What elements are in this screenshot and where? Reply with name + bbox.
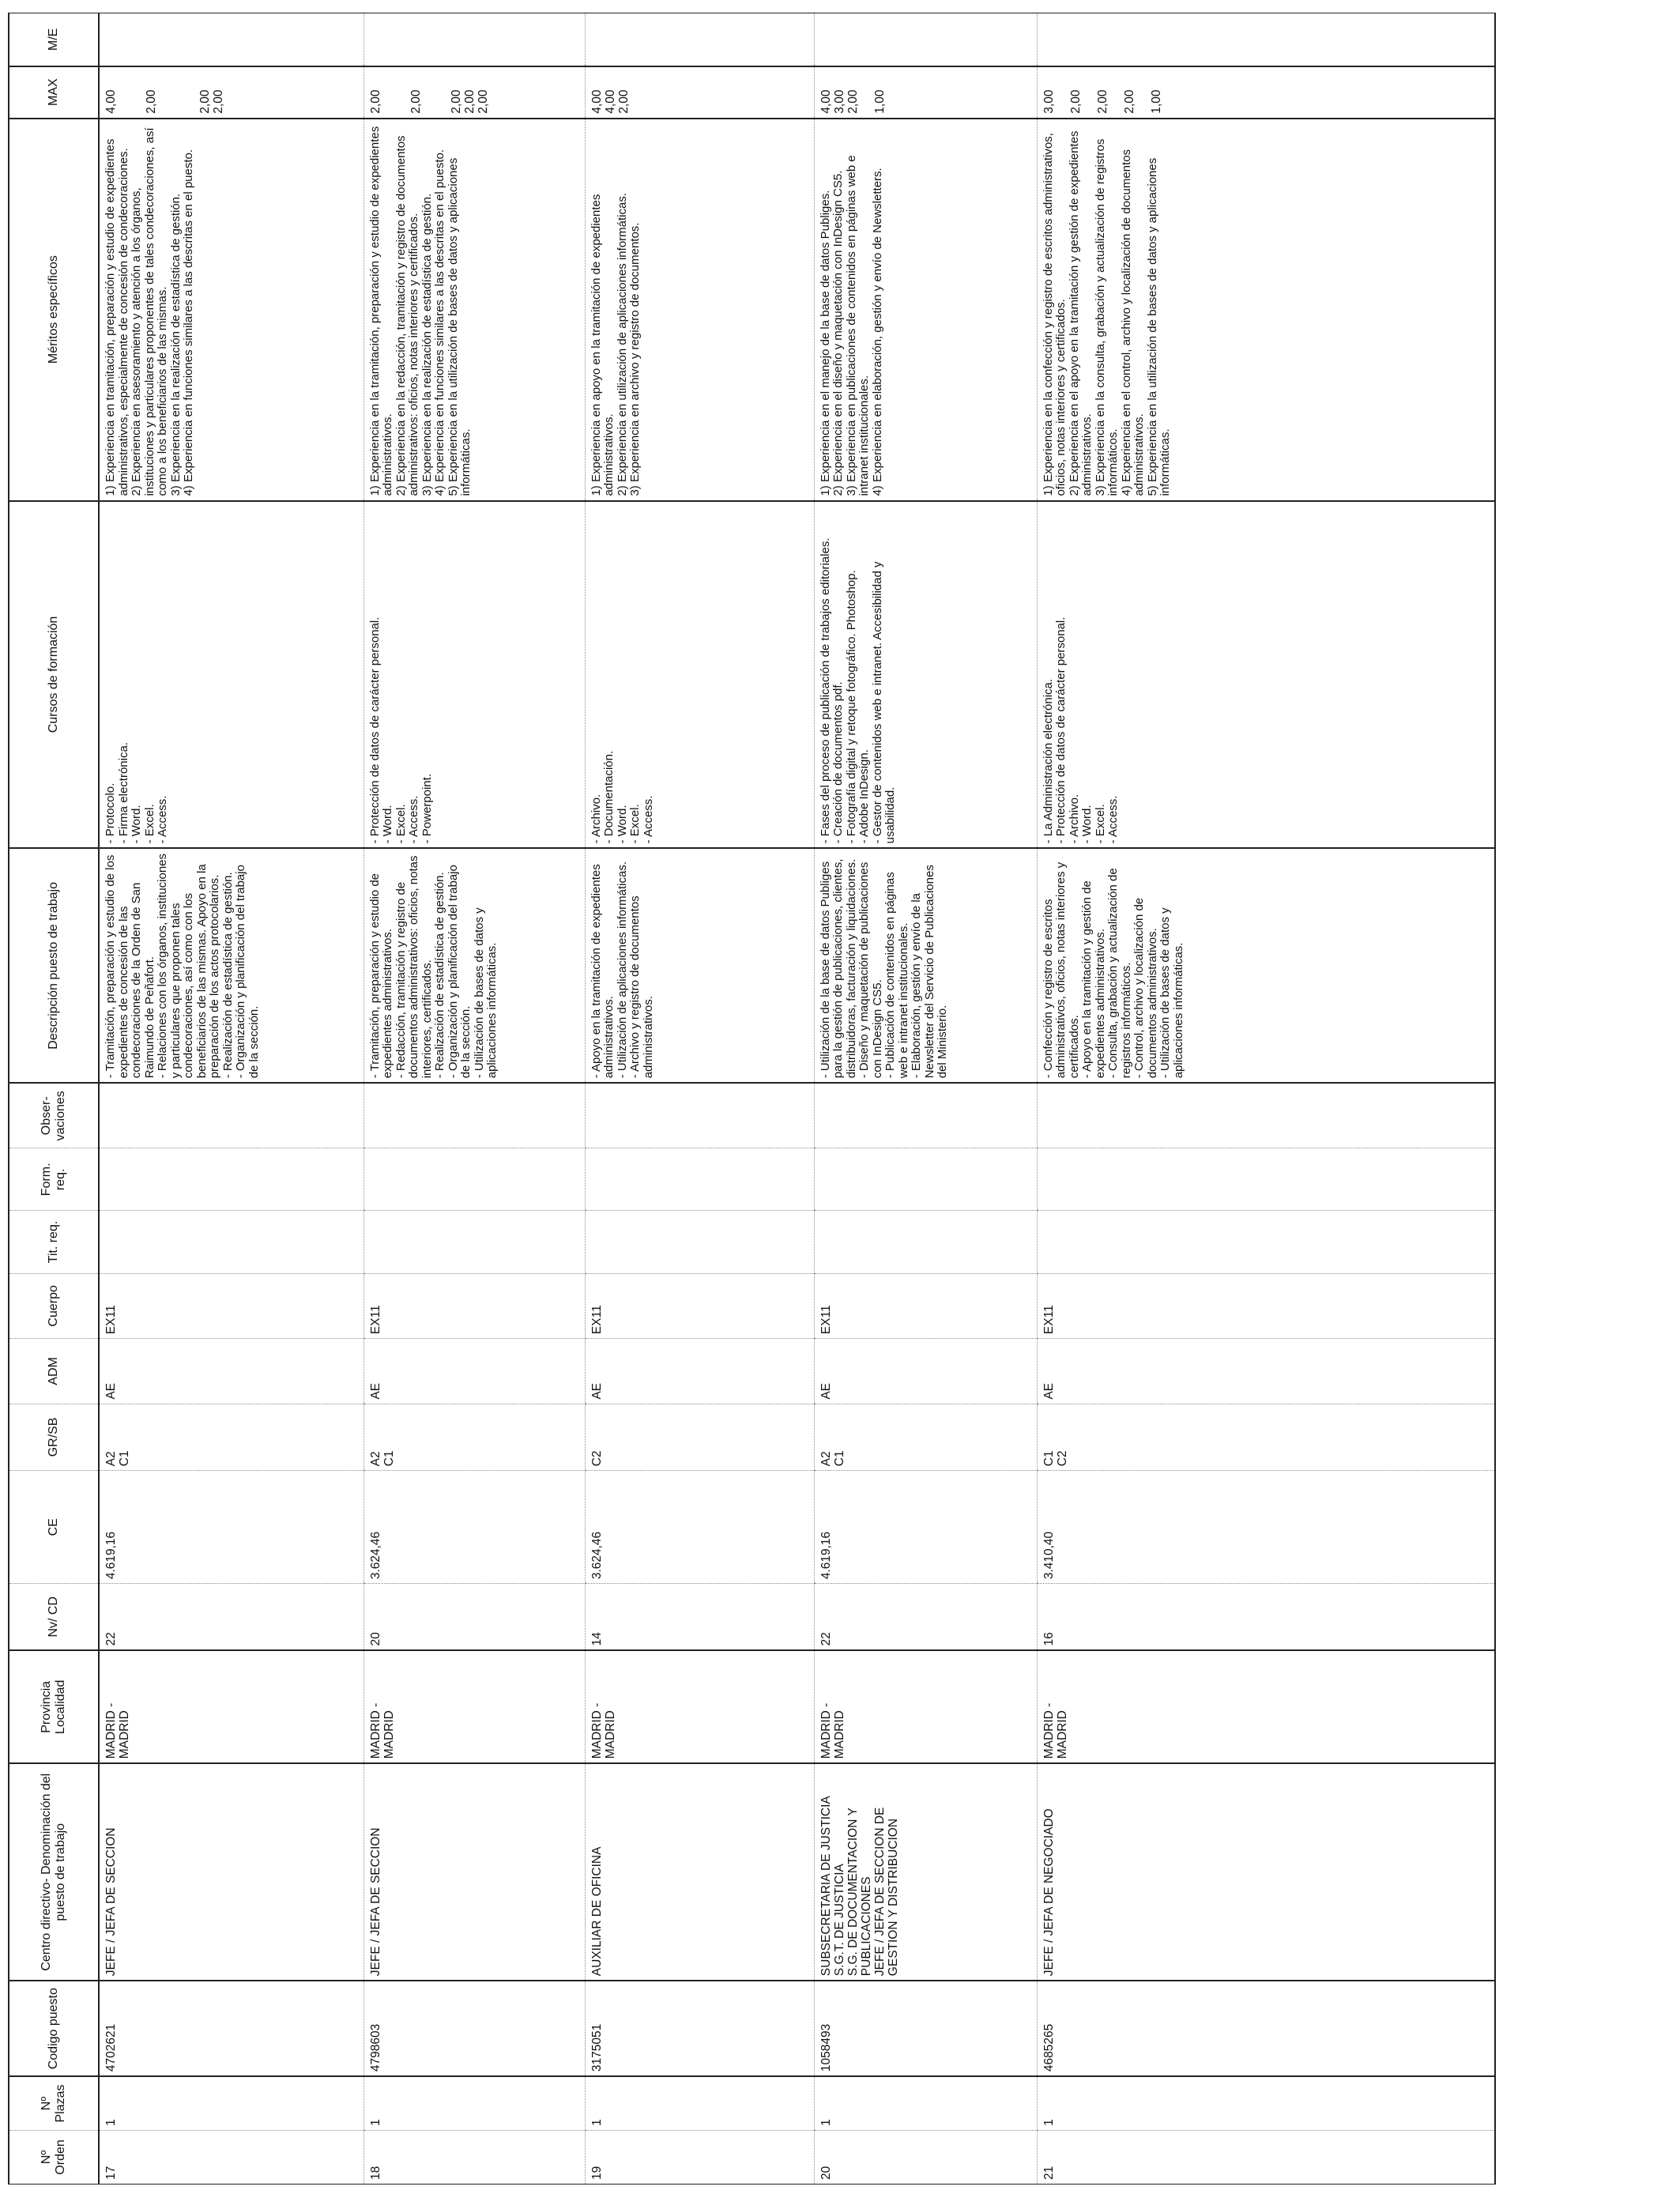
header-descripcion: Descripción puesto de trabajo (9, 848, 99, 1083)
cell-orden: 21 (1037, 2130, 1495, 2184)
job-positions-table (8, 13, 1496, 2185)
cell-adm: AE (1037, 1339, 1495, 1404)
cell-max: 3,00 2,00 2,00 2,00 1,00 (1037, 66, 1495, 119)
header-ce: CE (9, 1471, 99, 1584)
cell-titulacion (585, 1211, 814, 1273)
cell-meritos: 1) Experiencia en el manejo de la base de datos Publiges. 2) Experiencia en el diseño y maquetación con InDesign CS5. 3) Experiencia en publicaciones de contenidos en páginas web e intranet institucionales. 4) Experiencia en elaboración, gestión y envío de Newsletters. (814, 119, 1037, 501)
cell-cuerpo: EX11 (1037, 1273, 1495, 1338)
centro-sgt: S.G.T. DE JUSTICIA (832, 1864, 846, 1977)
cell-nivel: 16 (1037, 1584, 1495, 1651)
header-nivel: Nv/ CD (9, 1584, 99, 1651)
cell-codigo: 3175051 (585, 1981, 814, 2076)
cell-nivel: 14 (585, 1584, 814, 1651)
cell-cuerpo: EX11 (363, 1273, 585, 1338)
cell-grupo: A2 C1 (814, 1404, 1037, 1471)
cell-max: 4,00 4,00 2,00 (585, 66, 814, 119)
cell-cuerpo: EX11 (814, 1273, 1037, 1338)
header-cursos: Cursos de formación (9, 501, 99, 849)
cell-grupo: A2 C1 (99, 1404, 363, 1471)
cell-centro: JEFE / JEFA DE SECCION (99, 1763, 363, 1981)
cell-orden: 19 (585, 2130, 814, 2184)
cell-centro: JEFE / JEFA DE SECCION (363, 1763, 585, 1981)
cell-cursos: - Protocolo. - Firma electrónica. - Word. - Excel. - Access. (99, 501, 363, 849)
header-max: MAX (9, 66, 99, 119)
cell-descripcion: - Confección y registro de escritos administrativos, oficios, notas interiores y certificados. - Apoyo en la tramitación y gestión de expedientes administrativos. - Consulta, grabación y actualización de registros informáticos. - Control, archivo y localización de documentos administrativos. - Utilización de bases de datos y aplicaciones informáticas. (1037, 848, 1495, 1083)
cell-formacion (1037, 1148, 1495, 1211)
cell-descripcion: - Tramitación, preparación y estudio de expedientes administrativos. - Redacción, tramitación y registro de documentos administrativos: oficios, notas interiores, certificados. - Realización de estadística de gestión. - Organización y planificación del trabajo de la sección. - Utilización de bases de datos y aplicaciones informáticas. (363, 848, 585, 1083)
cell-descripcion: - Utilización de la base de datos Publiges para la gestión de publicaciones, clientes, distribuidoras, facturación y liquidaciones. - Diseño y maquetación de publicaciones con InDesign CS5. - Publicación de contenidos en páginas web e intranet institucionales. - Elaboración, gestión y envío de la Newsletter del Servicio de Publicaciones del Ministerio. (814, 848, 1037, 1083)
cell-meritos: 1) Experiencia en apoyo en la tramitación de expedientes administrativos. 2) Experiencia en utilización de aplicaciones informáticas. 3) Experiencia en archivo y registro de documentos. (585, 119, 814, 501)
cell-codigo: 4685265 (1037, 1981, 1495, 2076)
cell-adm: AE (585, 1339, 814, 1404)
cell-codigo: 4798603 (363, 1981, 585, 2076)
cell-centro (814, 1763, 1037, 1981)
cell-provincia: MADRID - MADRID (814, 1650, 1037, 1763)
cell-plazas: 1 (1037, 2076, 1495, 2130)
header-provincia: Provincia Localidad (9, 1650, 99, 1763)
cell-descripcion: - Apoyo en la tramitación de expedientes administrativos. - Utilización de aplicaciones informáticas. - Archivo y registro de documentos administrativos. (585, 848, 814, 1083)
cell-plazas: 1 (363, 2076, 585, 2130)
cell-cuerpo: EX11 (585, 1273, 814, 1338)
cell-ce: 4.619,16 (99, 1471, 363, 1584)
cell-titulacion (363, 1211, 585, 1273)
header-orden: Nº Orden (9, 2130, 99, 2184)
cell-titulacion (99, 1211, 363, 1273)
cell-plazas: 1 (814, 2076, 1037, 2130)
cell-cursos: - Fases del proceso de publicación de trabajos editoriales. - Creación de documentos pdf. - Fotografía digital y retoque fotográfico. Photoshop. - Adobe InDesign. - Gestor de contenidos web e intranet. Accesibilidad y usabilidad. (814, 501, 1037, 849)
cell-observaciones (585, 1083, 814, 1148)
cell-formacion (363, 1148, 585, 1211)
cell-adm: AE (99, 1339, 363, 1404)
header-adm: ADM (9, 1339, 99, 1404)
cell-nivel: 20 (363, 1584, 585, 1651)
table-row (1037, 13, 1495, 2185)
cell-titulacion (1037, 1211, 1495, 1273)
table-row (99, 13, 363, 2185)
cell-adm: AE (814, 1339, 1037, 1404)
header-formacion: Form. req. (9, 1148, 99, 1211)
header-cuerpo: Cuerpo (9, 1273, 99, 1338)
cell-centro: AUXILIAR DE OFICINA (585, 1763, 814, 1981)
cell-me (814, 13, 1037, 66)
cell-codigo: 1058493 (814, 1981, 1037, 2076)
header-plazas: Nº Plazas (9, 2076, 99, 2130)
cell-observaciones (1037, 1083, 1495, 1148)
cell-centro: JEFE / JEFA DE NEGOCIADO (1037, 1763, 1495, 1981)
cell-plazas: 1 (585, 2076, 814, 2130)
cell-codigo: 4702621 (99, 1981, 363, 2076)
cell-titulacion (814, 1211, 1037, 1273)
cell-grupo: C1 C2 (1037, 1404, 1495, 1471)
centro-puesto: JEFE / JEFA DE SECCION DE GESTION Y DISTRIBUCION (872, 1807, 900, 1977)
cell-descripcion: - Tramitación, preparación y estudio de los expedientes de concesión de las condecoraciones de la Orden de San Raimundo de Peñafort. - Relaciones con los órganos, instituciones y particulares que proponen tales condecoraciones, así como con los beneficiarios de las mismas. Apoyo en la preparación de los actos protocolarios. - Realización de estadística de gestión. - Organización y planificación del trabajo de la sección. (99, 848, 363, 1083)
cell-meritos: 1) Experiencia en tramitación, preparación y estudio de expedientes administrativos, especialmente de concesión de condecoraciones. 2) Experiencia en asesoramiento y atención a los órganos, instituciones y particulares proponentes de tales condecoraciones, así como a los beneficiarios de las mismas. 3) Experiencia en la realización de estadística de gestión. 4) Experiencia en funciones similares a las descritas en el puesto. (99, 119, 363, 501)
cell-grupo: A2 C1 (363, 1404, 585, 1471)
cell-me (585, 13, 814, 66)
cell-provincia: MADRID - MADRID (1037, 1650, 1495, 1763)
cell-provincia: MADRID - MADRID (585, 1650, 814, 1763)
cell-cuerpo: EX11 (99, 1273, 363, 1338)
header-me: M/E (9, 13, 99, 66)
cell-cursos: - Archivo. - Documentación. - Word. - Excel. - Access. (585, 501, 814, 849)
centro-sg: S.G. DE DOCUMENTACION Y PUBLICACIONES (846, 1808, 873, 1977)
cell-provincia: MADRID - MADRID (99, 1650, 363, 1763)
header-codigo: Codigo puesto (9, 1981, 99, 2076)
header-observaciones: Obser- vaciones (9, 1083, 99, 1148)
cell-ce: 3.624,46 (585, 1471, 814, 1584)
table-row (363, 13, 585, 2185)
cell-cursos: - Protección de datos de carácter personal. - Word. - Excel. - Access. - Powerpoint. (363, 501, 585, 849)
cell-meritos: 1) Experiencia en la tramitación, preparación y estudio de expedientes administrativos. 2) Experiencia en la redacción, tramitación y registro de documentos administrativos: oficios, notas interiores y certificados. 3) Experiencia en la realización de estadística de gestión. 4) Experiencia en funciones similares a las descritas en el puesto. 5) Experiencia en la utilización de bases de datos y aplicaciones informáticas. (363, 119, 585, 501)
cell-max: 2,00 2,00 2,00 2,00 2,00 (363, 66, 585, 119)
cell-ce: 3.410,40 (1037, 1471, 1495, 1584)
cell-orden: 18 (363, 2130, 585, 2184)
cell-meritos: 1) Experiencia en la confección y registro de escritos administrativos, oficios, notas interiores y certificados. 2) Experiencia en el apoyo en la tramitación y gestión de expedientes administrativos. 3) Experiencia en la consulta, grabación y actualización de registros informáticos. 4) Experiencia en el control, archivo y localización de documentos administrativos. 5) Experiencia en la utilización de bases de datos y aplicaciones informáticas. (1037, 119, 1495, 501)
cell-adm: AE (363, 1339, 585, 1404)
cell-me (1037, 13, 1495, 66)
centro-subsecretaria: SUBSECRETARIA DE JUSTICIA (819, 1796, 833, 1977)
cell-ce: 4.619,16 (814, 1471, 1037, 1584)
cell-observaciones (814, 1083, 1037, 1148)
cell-provincia: MADRID - MADRID (363, 1650, 585, 1763)
cell-nivel: 22 (814, 1584, 1037, 1651)
cell-observaciones (99, 1083, 363, 1148)
cell-formacion (585, 1148, 814, 1211)
header-meritos: Méritos específicos (9, 119, 99, 501)
cell-orden: 17 (99, 2130, 363, 2184)
cell-grupo: C2 (585, 1404, 814, 1471)
header-titulacion: Tit. req. (9, 1211, 99, 1273)
cell-nivel: 22 (99, 1584, 363, 1651)
cell-observaciones (363, 1083, 585, 1148)
header-centro: Centro directivo- Denominación del puesto de trabajo (9, 1763, 99, 1981)
cell-max: 4,00 3,00 2,00 1,00 (814, 66, 1037, 119)
cell-plazas: 1 (99, 2076, 363, 2130)
header-row (9, 13, 99, 2185)
cell-orden: 20 (814, 2130, 1037, 2184)
cell-formacion (814, 1148, 1037, 1211)
cell-cursos: - La Administración electrónica. - Protección de datos de carácter personal. - Archivo. - Word. - Excel. - Access. (1037, 501, 1495, 849)
cell-me (99, 13, 363, 66)
table-row (814, 13, 1037, 2185)
table-row (585, 13, 814, 2185)
cell-me (363, 13, 585, 66)
header-grupo: GR/SB (9, 1404, 99, 1471)
cell-formacion (99, 1148, 363, 1211)
cell-max: 4,00 2,00 2,00 2,00 (99, 66, 363, 119)
cell-ce: 3.624,46 (363, 1471, 585, 1584)
